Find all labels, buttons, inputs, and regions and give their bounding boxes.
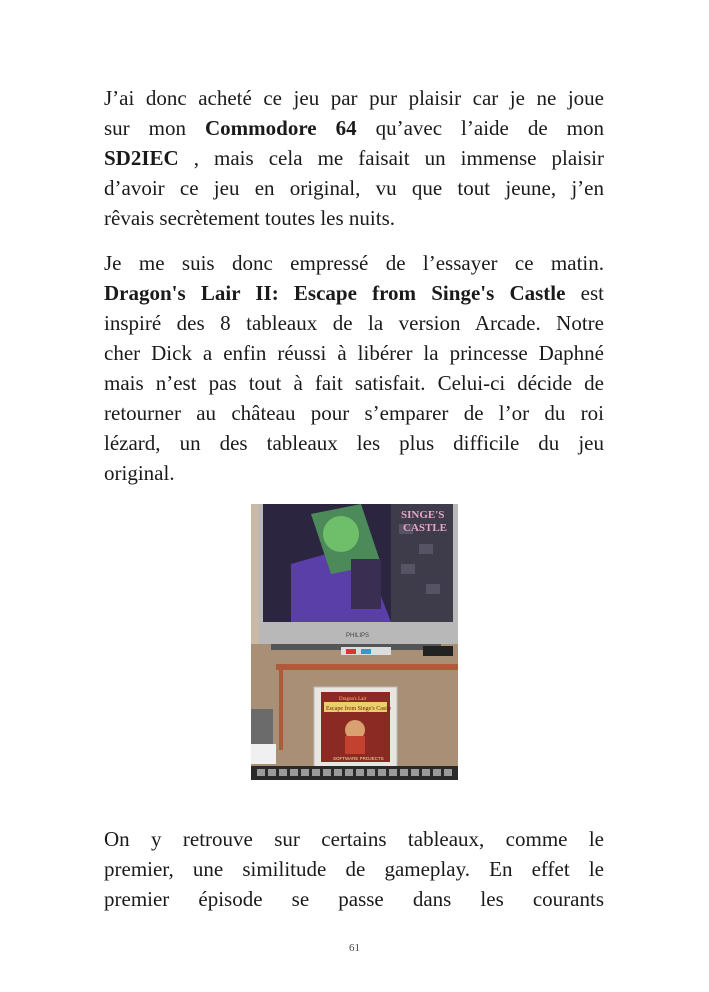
text-line: rêvais secrètement toutes les nuits. <box>104 206 395 230</box>
text-line: Je me suis donc empressé de l’essayer ce matin. <box>104 251 604 275</box>
text-line: premier, une similitude de gameplay. En effet le <box>104 857 604 881</box>
text-line: d’avoir ce jeu en original, vu que tout jeune, j’en <box>104 176 604 200</box>
text-line: inspiré des 8 tableaux de la version Arcade. Notre <box>104 311 604 335</box>
screen-title-1: SINGE'S <box>401 509 445 521</box>
page-number: 61 <box>349 942 360 954</box>
text-line <box>104 278 604 308</box>
text-line: J’ai donc acheté ce jeu par pur plaisir car je ne joue <box>104 86 604 110</box>
text-run: qu’avec l’aide de mon <box>356 116 604 140</box>
text-line <box>104 113 604 143</box>
box-title-text: Escape from Singe's Castle <box>326 706 392 712</box>
text-line: premier épisode se passe dans les courants <box>104 887 604 911</box>
paragraph-2 <box>104 248 604 488</box>
box-bottom-text: SOFTWARE PROJECTS <box>333 756 384 761</box>
bold-game-title: Dragon's Lair II: Escape from Singe's Castle <box>104 281 566 305</box>
text-run: est <box>565 281 605 305</box>
text-line: retourner au château pour s’emparer de l’or du roi <box>104 401 604 425</box>
game-box-photo <box>251 504 458 780</box>
text-line: lézard, un des tableaux les plus difficile du jeu <box>104 431 604 455</box>
bold-term-commodore: Commodore 64 <box>205 116 357 140</box>
bold-term-sd2iec: SD2IEC <box>104 146 179 170</box>
text-line: original. <box>104 461 175 485</box>
paragraph-3 <box>104 824 604 914</box>
text-line: mais n’est pas tout à fait satisfait. Celui-ci décide de <box>104 371 604 395</box>
paragraph-1 <box>104 83 604 233</box>
text-line: On y retrouve sur certains tableaux, comme le <box>104 827 604 851</box>
text-run: , mais cela me faisait un immense plaisir <box>178 146 604 170</box>
box-top-text: Dragon's Lair <box>339 697 367 702</box>
text-line: cher Dick a enfin réussi à libérer la princesse Daphné <box>104 341 604 365</box>
tv-brand: PHILIPS <box>346 633 370 639</box>
text-run: sur mon <box>104 116 205 140</box>
screen-title-2: CASTLE <box>403 522 448 534</box>
text-line <box>104 143 604 173</box>
